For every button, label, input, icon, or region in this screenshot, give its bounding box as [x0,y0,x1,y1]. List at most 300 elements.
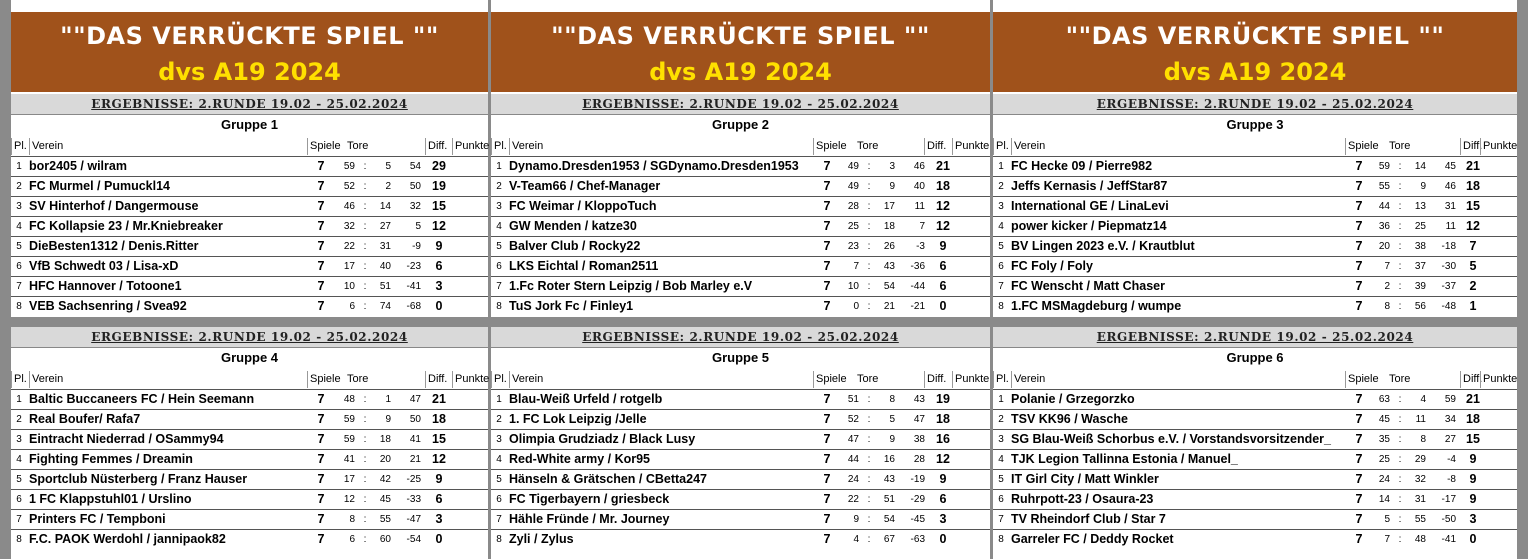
team-name-cell: Dynamo.Dresden1953 / SGDynamo.Dresden1953 [509,159,799,173]
table-row [491,529,990,549]
games-cell: 7 [1355,472,1363,486]
goal-diff-cell: 27 [1444,434,1456,445]
goal-diff-cell: 32 [409,201,421,212]
banner-subtitle: dvs A19 2024 [649,58,832,86]
points-cell: 18 [1466,412,1480,426]
goals-separator: : [867,474,871,485]
games-cell: 7 [1355,492,1363,506]
section-header: ERGEBNISSE: 2.RUNDE 19.02 - 25.02.2024 [491,327,990,348]
goal-diff-cell: 7 [919,221,925,232]
goals-against-cell: 18 [379,434,391,445]
goals-against-cell: 4 [1420,394,1426,405]
header-punkte: Punkte [952,371,989,388]
points-cell: 6 [435,259,443,273]
table-row [491,196,990,216]
points-cell: 12 [1466,219,1480,233]
column-3 [993,0,1517,559]
goals-separator: : [867,394,871,405]
goals-separator: : [867,161,871,172]
goals-separator: : [363,221,367,232]
team-name-cell: Polanie / Grzegorzko [1011,392,1135,406]
header-spiele: Spiele [813,371,847,388]
goals-separator: : [867,281,871,292]
table-row [11,176,488,196]
goals-for-cell: 44 [1378,201,1390,212]
goals-for-cell: 9 [853,514,859,525]
goals-against-cell: 8 [1420,434,1426,445]
table-row [491,389,990,409]
table-row [993,256,1517,276]
points-cell: 9 [1469,452,1477,466]
points-cell: 0 [435,532,443,546]
table-row [11,296,488,316]
goals-for-cell: 28 [847,201,859,212]
table-header-row [491,371,990,388]
section-header: ERGEBNISSE: 2.RUNDE 19.02 - 25.02.2024 [993,327,1517,348]
table-row [491,409,990,429]
team-name-cell: 1.FC MSMagdeburg / wumpe [1011,299,1182,313]
points-cell: 0 [939,299,947,313]
goals-separator: : [1398,301,1402,312]
games-cell: 7 [1355,432,1363,446]
table-row [993,176,1517,196]
rank-cell: 7 [496,281,502,292]
games-cell: 7 [823,219,831,233]
goal-diff-cell: -36 [910,261,925,272]
points-cell: 5 [1469,259,1477,273]
goals-for-cell: 24 [847,474,859,485]
goal-diff-cell: -29 [910,494,925,505]
header-verein: Verein [509,138,543,155]
header-verein: Verein [29,138,63,155]
goal-diff-cell: -41 [1441,534,1456,545]
goals-against-cell: 51 [379,281,391,292]
goals-for-cell: 59 [1378,161,1390,172]
goals-against-cell: 39 [1414,281,1426,292]
group-title: Gruppe 2 [711,117,770,132]
points-cell: 3 [1469,512,1477,526]
goal-diff-cell: 31 [1444,201,1456,212]
goals-for-cell: 22 [847,494,859,505]
goals-against-cell: 31 [379,241,391,252]
goal-diff-cell: 47 [913,414,925,425]
goals-against-cell: 74 [379,301,391,312]
games-cell: 7 [1355,239,1363,253]
table-row [491,236,990,256]
table-row [491,296,990,316]
goals-separator: : [363,474,367,485]
goals-for-cell: 49 [847,161,859,172]
goal-diff-cell: 40 [913,181,925,192]
goal-diff-cell: -3 [916,241,925,252]
goals-separator: : [363,434,367,445]
points-cell: 15 [1466,432,1480,446]
rank-cell: 8 [998,534,1004,545]
rank-cell: 4 [496,454,502,465]
goals-against-cell: 9 [385,414,391,425]
table-row [993,509,1517,529]
table-row [11,256,488,276]
goals-against-cell: 55 [379,514,391,525]
rank-cell: 1 [496,394,502,405]
team-name-cell: F.C. PAOK Werdohl / jannipaok82 [29,532,226,546]
rank-cell: 1 [16,394,22,405]
goals-against-cell: 51 [883,494,895,505]
header-pl: Pl. [11,371,27,388]
games-cell: 7 [823,179,831,193]
goal-diff-cell: -17 [1441,494,1456,505]
goals-for-cell: 6 [349,301,355,312]
goals-against-cell: 5 [889,414,895,425]
table-row [491,509,990,529]
goals-separator: : [363,534,367,545]
banner-title: ""DAS VERRÜCKTE SPIEL "" [551,22,930,50]
goals-separator: : [867,494,871,505]
games-cell: 7 [317,259,325,273]
team-name-cell: Red-White army / Kor95 [509,452,651,466]
team-name-cell: TV Rheindorf Club / Star 7 [1011,512,1166,526]
rank-cell: 8 [16,301,22,312]
goals-separator: : [867,454,871,465]
header-punkte: Punkte [952,138,989,155]
goals-separator: : [867,261,871,272]
goals-for-cell: 59 [343,434,355,445]
goals-against-cell: 2 [385,181,391,192]
team-name-cell: 1.Fc Roter Stern Leipzig / Bob Marley e.V [509,279,753,293]
header-pl: Pl. [491,138,507,155]
goals-for-cell: 10 [343,281,355,292]
points-cell: 21 [1466,392,1480,406]
team-name-cell: FC Kollapsie 23 / Mr.Kniebreaker [29,219,223,233]
team-name-cell: FC Wenscht / Matt Chaser [1011,279,1165,293]
rank-cell: 8 [16,534,22,545]
goals-against-cell: 9 [889,181,895,192]
table-row [11,469,488,489]
header-tore: Tore [347,373,369,385]
table-row [11,236,488,256]
goals-against-cell: 48 [1414,534,1426,545]
table-header-row [11,138,488,155]
goals-separator: : [1398,434,1402,445]
points-cell: 3 [435,279,443,293]
goals-against-cell: 43 [883,261,895,272]
games-cell: 7 [317,239,325,253]
team-name-cell: IT Girl City / Matt Winkler [1011,472,1159,486]
rank-cell: 3 [496,434,502,445]
games-cell: 7 [317,512,325,526]
goals-against-cell: 14 [379,201,391,212]
header-punkte: Punkte [452,371,489,388]
table-row [993,449,1517,469]
goals-separator: : [363,201,367,212]
goals-for-cell: 52 [847,414,859,425]
table-row [491,489,990,509]
games-cell: 7 [1355,219,1363,233]
block-gap [491,317,990,327]
points-cell: 6 [939,492,947,506]
table-row [993,196,1517,216]
points-cell: 9 [939,472,947,486]
header-pl: Pl. [993,371,1009,388]
goals-separator: : [867,434,871,445]
games-cell: 7 [823,159,831,173]
games-cell: 7 [317,299,325,313]
points-cell: 9 [1469,492,1477,506]
goals-for-cell: 17 [343,474,355,485]
goals-for-cell: 45 [1378,414,1390,425]
header-diff: Diff. [924,371,946,388]
points-cell: 18 [936,412,950,426]
goals-for-cell: 41 [343,454,355,465]
goals-for-cell: 10 [847,281,859,292]
goals-for-cell: 24 [1378,474,1390,485]
table-row [11,529,488,549]
points-cell: 19 [936,392,950,406]
table-row [993,296,1517,316]
header-punkte: Punkte [1480,371,1517,388]
games-cell: 7 [1355,199,1363,213]
goals-against-cell: 45 [379,494,391,505]
rank-cell: 8 [496,534,502,545]
team-name-cell: International GE / LinaLevi [1011,199,1169,213]
team-name-cell: Zyli / Zylus [509,532,574,546]
goals-for-cell: 48 [343,394,355,405]
rank-cell: 6 [16,261,22,272]
table-row [491,156,990,176]
goals-separator: : [363,414,367,425]
rank-cell: 2 [998,181,1004,192]
points-cell: 18 [1466,179,1480,193]
table-row [11,449,488,469]
team-name-cell: V-Team66 / Chef-Manager [509,179,661,193]
table-row [491,469,990,489]
points-cell: 15 [432,432,446,446]
team-name-cell: FC Hecke 09 / Pierre982 [1011,159,1153,173]
points-cell: 16 [936,432,950,446]
goal-diff-cell: 38 [913,434,925,445]
points-cell: 6 [939,279,947,293]
section-header: ERGEBNISSE: 2.RUNDE 19.02 - 25.02.2024 [491,94,990,115]
points-cell: 12 [432,452,446,466]
goal-diff-cell: -54 [406,534,421,545]
goals-against-cell: 9 [889,434,895,445]
goals-for-cell: 23 [847,241,859,252]
table-row [993,389,1517,409]
header-tore: Tore [1389,140,1411,152]
games-cell: 7 [823,199,831,213]
goals-separator: : [867,414,871,425]
games-cell: 7 [823,432,831,446]
goals-for-cell: 32 [343,221,355,232]
team-name-cell: Hähle Fründe / Mr. Journey [509,512,670,526]
team-name-cell: LKS Eichtal / Roman2511 [509,259,659,273]
points-cell: 1 [1469,299,1477,313]
goals-for-cell: 59 [343,161,355,172]
group-title: Gruppe 5 [711,350,770,365]
team-name-cell: SV Hinterhof / Dangermouse [29,199,199,213]
points-cell: 3 [435,512,443,526]
games-cell: 7 [317,472,325,486]
goals-against-cell: 55 [1414,514,1426,525]
rank-cell: 5 [998,474,1004,485]
games-cell: 7 [823,472,831,486]
header-diff: Diff. [425,138,447,155]
games-cell: 7 [1355,159,1363,173]
table-row [11,509,488,529]
goals-against-cell: 56 [1414,301,1426,312]
points-cell: 21 [432,392,446,406]
column-2 [491,0,990,559]
team-name-cell: Real Boufer/ Rafa7 [29,412,141,426]
games-cell: 7 [823,532,831,546]
goals-for-cell: 52 [343,181,355,192]
goals-separator: : [867,301,871,312]
points-cell: 29 [432,159,446,173]
rank-cell: 3 [998,434,1004,445]
goals-for-cell: 7 [1384,534,1390,545]
points-cell: 0 [939,532,947,546]
points-cell: 15 [432,199,446,213]
points-cell: 6 [435,492,443,506]
goal-diff-cell: 46 [913,161,925,172]
points-cell: 21 [936,159,950,173]
banner-title: ""DAS VERRÜCKTE SPIEL "" [60,22,439,50]
goals-separator: : [1398,201,1402,212]
rank-cell: 7 [998,514,1004,525]
goals-for-cell: 35 [1378,434,1390,445]
goals-separator: : [1398,241,1402,252]
games-cell: 7 [317,392,325,406]
rank-cell: 1 [998,394,1004,405]
points-cell: 18 [936,179,950,193]
header-diff: Diff. [1460,138,1482,155]
team-name-cell: FC Weimar / KloppoTuch [509,199,657,213]
rank-cell: 4 [16,221,22,232]
goals-separator: : [867,201,871,212]
goal-diff-cell: -9 [412,241,421,252]
team-name-cell: FC Murmel / Pumuckl14 [29,179,171,193]
rank-cell: 1 [496,161,502,172]
rank-cell: 5 [496,241,502,252]
goals-against-cell: 37 [1414,261,1426,272]
team-name-cell: Jeffs Kernasis / JeffStar87 [1011,179,1168,193]
header-diff: Diff. [1460,371,1482,388]
points-cell: 0 [1469,532,1477,546]
goals-against-cell: 67 [883,534,895,545]
goals-separator: : [363,241,367,252]
rank-cell: 6 [998,494,1004,505]
goal-diff-cell: -48 [1441,301,1456,312]
goals-for-cell: 6 [349,534,355,545]
games-cell: 7 [317,492,325,506]
rank-cell: 6 [496,261,502,272]
team-name-cell: power kicker / Piepmatz14 [1011,219,1167,233]
goals-against-cell: 5 [385,161,391,172]
team-name-cell: Printers FC / Tempboni [29,512,166,526]
goals-separator: : [1398,474,1402,485]
table-row [993,216,1517,236]
goals-against-cell: 54 [883,514,895,525]
goal-diff-cell: -50 [1441,514,1456,525]
team-name-cell: FC Foly / Foly [1011,259,1093,273]
points-cell: 12 [936,219,950,233]
team-name-cell: VEB Sachsenring / Svea92 [29,299,187,313]
goals-separator: : [363,514,367,525]
goal-diff-cell: -30 [1441,261,1456,272]
games-cell: 7 [317,179,325,193]
team-name-cell: 1. FC Lok Leipzig /Jelle [509,412,647,426]
rank-cell: 4 [998,454,1004,465]
header-spiele: Spiele [307,371,341,388]
goals-separator: : [363,301,367,312]
goals-for-cell: 20 [1378,241,1390,252]
goals-against-cell: 18 [883,221,895,232]
header-pl: Pl. [993,138,1009,155]
team-name-cell: Fighting Femmes / Dreamin [29,452,193,466]
goals-for-cell: 51 [847,394,859,405]
goal-diff-cell: 5 [415,221,421,232]
table-row [11,429,488,449]
team-name-cell: HFC Hannover / Totoone1 [29,279,182,293]
goals-for-cell: 44 [847,454,859,465]
games-cell: 7 [823,239,831,253]
header-tore: Tore [347,140,369,152]
goals-separator: : [363,261,367,272]
points-cell: 6 [939,259,947,273]
header-pl: Pl. [491,371,507,388]
title-banner [11,12,488,92]
section-header: ERGEBNISSE: 2.RUNDE 19.02 - 25.02.2024 [11,94,488,115]
rank-cell: 3 [16,201,22,212]
header-spiele: Spiele [1345,138,1379,155]
points-cell: 21 [1466,159,1480,173]
games-cell: 7 [823,512,831,526]
rank-cell: 5 [998,241,1004,252]
games-cell: 7 [317,412,325,426]
games-cell: 7 [317,199,325,213]
team-name-cell: Hänseln & Grätschen / CBetta247 [509,472,707,486]
header-punkte: Punkte [1480,138,1517,155]
points-cell: 12 [936,452,950,466]
goals-against-cell: 9 [1420,181,1426,192]
goals-against-cell: 42 [379,474,391,485]
games-cell: 7 [823,299,831,313]
goals-against-cell: 3 [889,161,895,172]
games-cell: 7 [823,259,831,273]
team-name-cell: TuS Jork Fc / Finley1 [509,299,634,313]
goals-separator: : [867,221,871,232]
goals-separator: : [363,181,367,192]
team-name-cell: Blau-Weiß Urfeld / rotgelb [509,392,663,406]
goals-separator: : [363,394,367,405]
goal-diff-cell: 11 [1445,221,1456,232]
games-cell: 7 [823,279,831,293]
goal-diff-cell: -63 [910,534,925,545]
group-title: Gruppe 3 [1226,117,1284,132]
goals-separator: : [867,534,871,545]
table-row [491,176,990,196]
goal-diff-cell: -47 [406,514,421,525]
header-spiele: Spiele [1345,371,1379,388]
team-name-cell: TJK Legion Tallinna Estonia / Manuel_ [1011,452,1238,466]
goal-diff-cell: 11 [914,201,925,212]
section-header: ERGEBNISSE: 2.RUNDE 19.02 - 25.02.2024 [993,94,1517,115]
header-verein: Verein [1011,138,1045,155]
team-name-cell: BV Lingen 2023 e.V. / Krautblut [1011,239,1195,253]
games-cell: 7 [1355,299,1363,313]
goal-diff-cell: -19 [910,474,925,485]
table-row [11,409,488,429]
